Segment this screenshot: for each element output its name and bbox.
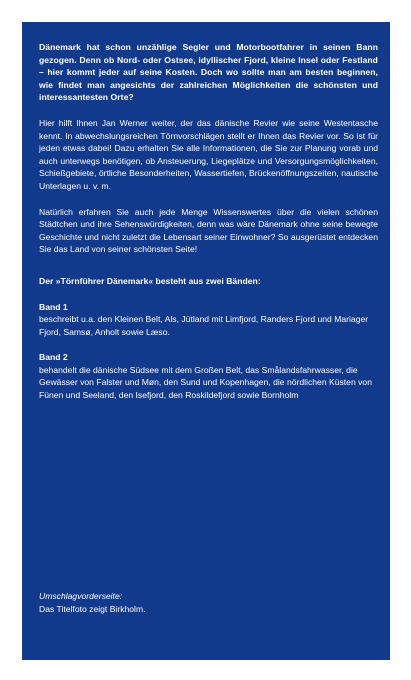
back-cover-panel [22,22,390,660]
credit-label: Umschlagvorderseite: [39,591,123,601]
structure-heading: Der »Törnführer Dänemark« besteht aus zwei Bänden: [39,275,261,286]
intro-paragraph: Dänemark hat schon unzählige Segler und Motorbootfahrer in seinen Bann gezogen. Denn ob Nord- oder Ostsee, idyllischer Fjord, kleine Insel oder Festland – hier kommt jeder auf seine Kosten. Doch wo sollte man am besten beginnen, wie findet man angesichts der zahlreichen Möglichkeiten die schönsten und interessantesten Orte? [39,42,378,103]
body-paragraph-author: Hier hilft Ihnen Jan Werner weiter, der das dänische Revier wie seine Westentasche kennt. In abwechslungsreichen Törnvorschlägen stellt er Ihnen das Revier vor. So ist für jeden etwas dabei! Dazu erhalten Sie alle Informationen, die Sie zur Planung vorab und auch unterwegs benötigen, ob Ansteuerung, Liegeplätze und Versorgungsmöglichkeiten, Schießgebiete, örtliche Besonderheiten, Wassertiefen, Brückenöffnungszeiten, nautische Unterlagen u. v. m. [39,117,378,191]
band-1-description: beschreibt u.a. den Kleinen Belt, Als, Jütland mit Limfjord, Randers Fjord und Mariager Fjord, Samsø, Anholt sowie Læso. [39,314,369,337]
credit-text: Das Titelfoto zeigt Birkholm. [39,603,146,614]
band-2-title: Band 2 [39,352,68,363]
band-1-title: Band 1 [39,301,68,312]
body-paragraph-knowledge: Natürlich erfahren Sie auch jede Menge Wissenswertes über die vielen schönen Städtchen und ihre Sehenswürdigkeiten, denn was wäre Dänemark ohne seine bewegte Geschichte und nicht zuletzt die Lebensart seiner Einwohner? So ausgerüstet entdecken Sie das Land von seiner schönsten Seite! [39,206,378,255]
cover-photo-credit [39,590,379,615]
band-2-description: behandelt die dänische Südsee mit dem Großen Belt, das Smålandsfahrwasser, die Gewässer von Falster und Møn, den Sund und Kopenhagen, die nördlichen Küsten von Fünen und Seeland, den Isefjord, den Roskildefjord sowie Bornholm [39,364,372,401]
